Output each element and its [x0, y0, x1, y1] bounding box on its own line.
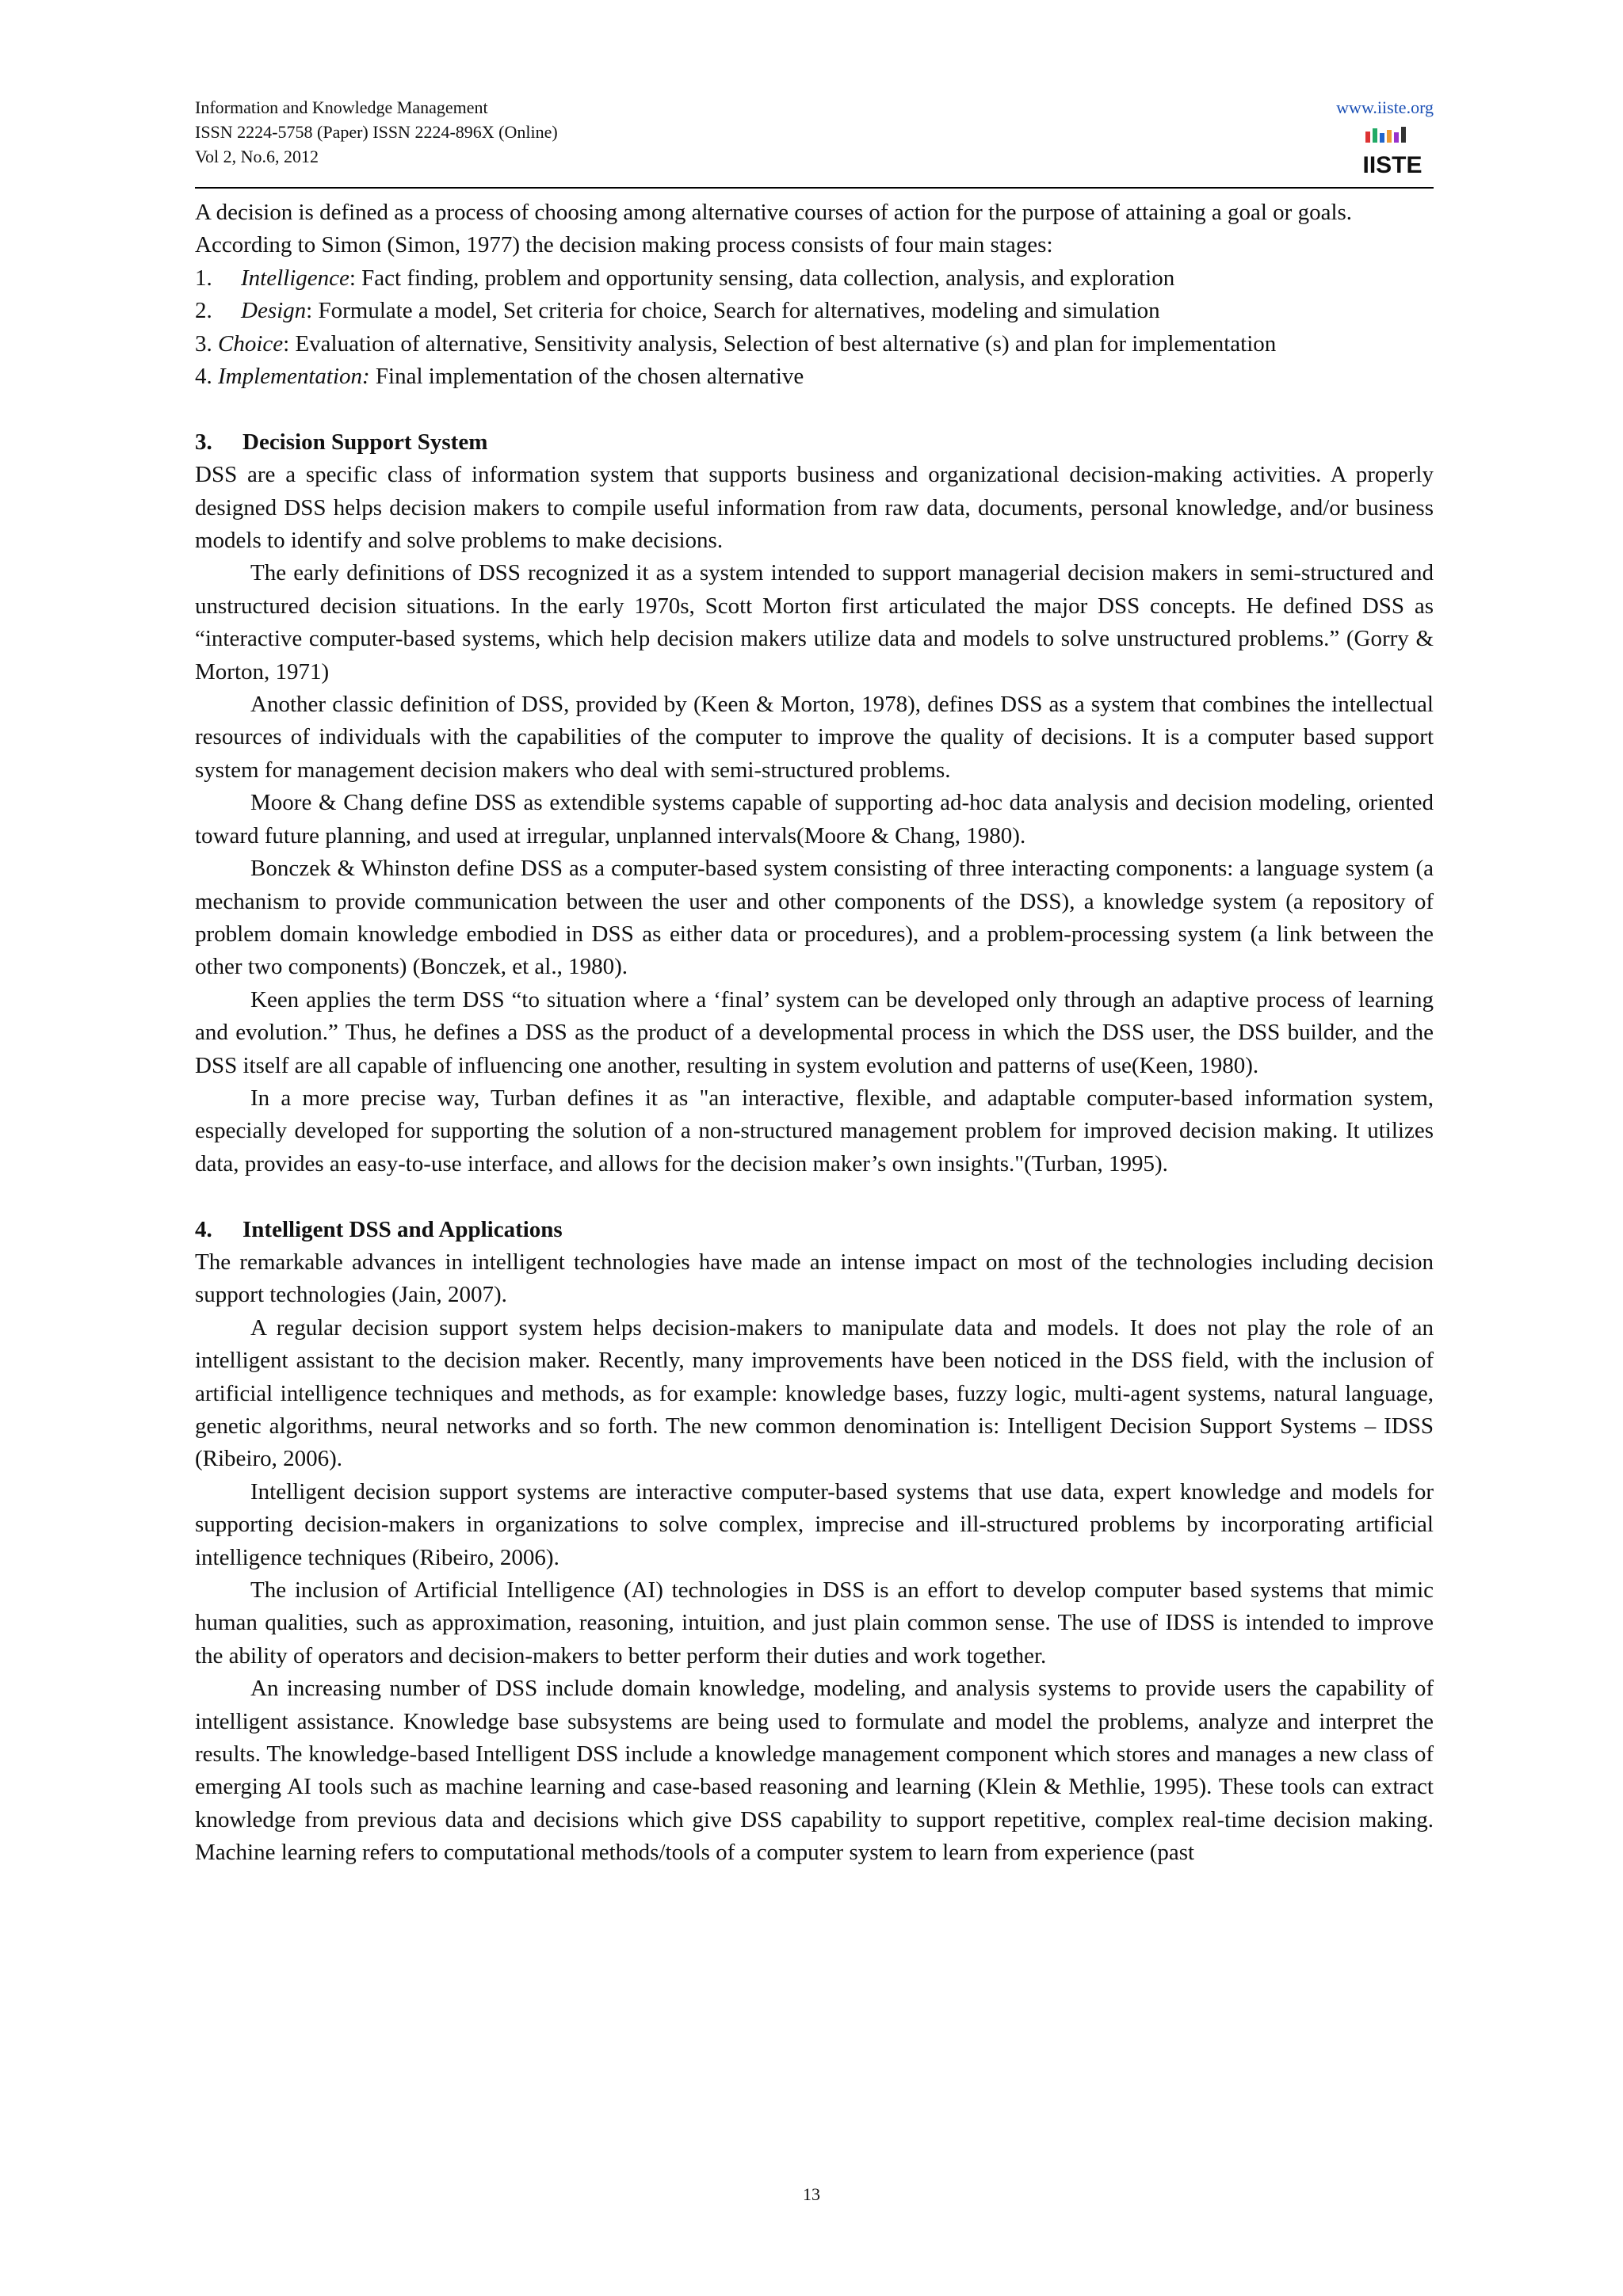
list-item: 3. Choice: Evaluation of alternative, Sensitivity analysis, Selection of best alternative (s) and plan for implementation	[195, 330, 1277, 357]
journal-info	[195, 95, 558, 169]
section-heading: 4. Intelligent DSS and Applications	[195, 1216, 563, 1242]
list-item: 4. Implementation: Final implementation of the chosen alternative	[195, 364, 804, 390]
svg-text:IISTE: IISTE	[1362, 152, 1423, 178]
intro-paragraph: According to Simon (Simon, 1977) the decision making process consists of four main stages:	[195, 232, 1053, 258]
paragraph: The early definitions of DSS recognized it as a system intended to support managerial decision makers in semi-structured and unstructured decision situations. In the early 1970s, Scott Morton first articulated the major DSS concepts. He defined DSS as “interactive computer-based systems, which help decision makers utilize data and models to solve unstructured problems.” (Gorry & Morton, 1971)	[195, 560, 1434, 685]
intro-paragraph: A decision is defined as a process of choosing among alternative courses of action for the purpose of attaining a goal or goals.	[195, 200, 1353, 225]
list-item: 2. Design: Formulate a model, Set criteria for choice, Search for alternatives, modeling and simulation	[195, 298, 1160, 324]
paragraph: In a more precise way, Turban defines it as "an interactive, flexible, and adaptable computer-based information system, especially developed for supporting the solution of a non-structured management problem for improved decision making. It utilizes data, provides an easy-to-use interface, and allows for the decision maker’s own insights."(Turban, 1995).	[195, 1085, 1434, 1177]
paragraph: A regular decision support system helps decision-makers to manipulate data and models. It does not play the role of an intelligent assistant to the decision maker. Recently, many improvements have been noticed in the DSS field, with the inclusion of artificial intelligence techniques and methods, as for example: knowledge bases, fuzzy logic, multi-agent systems, natural language, genetic algorithms, neural networks and so forth. The new common denomination is: Intelligent Decision Support Systems – IDSS (Ribeiro, 2006).	[195, 1314, 1434, 1472]
paragraph: The inclusion of Artificial Intelligence (AI) technologies in DSS is an effort to develop computer based systems that mimic human qualities, such as approximation, reasoning, intuition, and just plain common sense. The use of IDSS is intended to improve the ability of operators and decision-makers to better perform their duties and work together.	[195, 1577, 1434, 1669]
paragraph: An increasing number of DSS include domain knowledge, modeling, and analysis systems to provide users the capability of intelligent assistance. Knowledge base subsystems are being used to formulate and model the problems, analyze and interpret the results. The knowledge-based Intelligent DSS include a knowledge management component which stores and manages a new class of emerging AI tools such as machine learning and case-based reasoning and learning (Klein & Methlie, 1995). These tools can extract knowledge from previous data and decisions which give DSS capability to support repetitive, complex real-time decision making. Machine learning refers to computational methods/tools of a computer system to learn from experience (past	[195, 1676, 1434, 1866]
paragraph: Another classic definition of DSS, provided by (Keen & Morton, 1978), defines DSS as a system that combines the intellectual resources of individuals with the capabilities of the computer to improve the quality of decisions. It is a computer based support system for management decision makers who deal with semi-structured problems.	[195, 692, 1434, 783]
paragraph: Bonczek & Whinston define DSS as a computer-based system consisting of three interacting components: a language system (a mechanism to provide communication between the user and other components of the DSS), a knowledge system (a repository of problem domain knowledge embodied in DSS as either data or procedures), and a problem-processing system (a link between the other two components) (Bonczek, et al., 1980).	[195, 856, 1434, 980]
paragraph: Intelligent decision support systems are interactive computer-based systems that use data, expert knowledge and models for supporting decision-makers in organizations to solve complex, imprecise and ill-structured problems by incorporating artificial intelligence techniques (Ribeiro, 2006).	[195, 1478, 1434, 1570]
list-item: 1. Intelligence: Fact finding, problem and opportunity sensing, data collection, analysis, and exploration	[195, 265, 1175, 291]
journal-volume: Vol 2, No.6, 2012	[195, 147, 319, 166]
page	[195, 95, 1434, 1866]
paragraph: The remarkable advances in intelligent technologies have made an intense impact on most of the technologies including decision support technologies (Jain, 2007).	[195, 1249, 1434, 1308]
page-number: 13	[803, 2184, 820, 2204]
header-divider	[195, 187, 1434, 189]
page-header	[195, 95, 1434, 189]
website-link[interactable]: www.iiste.org	[1336, 97, 1434, 117]
article-body	[195, 196, 1434, 1870]
iiste-logo-icon	[1361, 124, 1424, 181]
journal-name: Information and Knowledge Management	[195, 97, 488, 117]
section-heading: 3. Decision Support System	[195, 429, 488, 455]
paragraph: Moore & Chang define DSS as extendible systems capable of supporting ad-hoc data analysis and decision modeling, oriented toward future planning, and used at irregular, unplanned intervals(Moore & Chang, 1980).	[195, 790, 1434, 849]
journal-issn: ISSN 2224-5758 (Paper) ISSN 2224-896X (Online)	[195, 122, 558, 142]
paragraph: DSS are a specific class of information system that supports business and organizational decision-making activities. A properly designed DSS helps decision makers to compile useful information from raw data, documents, personal knowledge, and/or business models to identify and solve problems to make decisions.	[195, 462, 1434, 554]
paragraph: Keen applies the term DSS “to situation where a ‘final’ system can be developed only through an adaptive process of learning and evolution.” Thus, he defines a DSS as the product of a developmental process in which the DSS user, the DSS builder, and the DSS itself are all capable of influencing one another, resulting in system evolution and patterns of use(Keen, 1980).	[195, 986, 1434, 1078]
